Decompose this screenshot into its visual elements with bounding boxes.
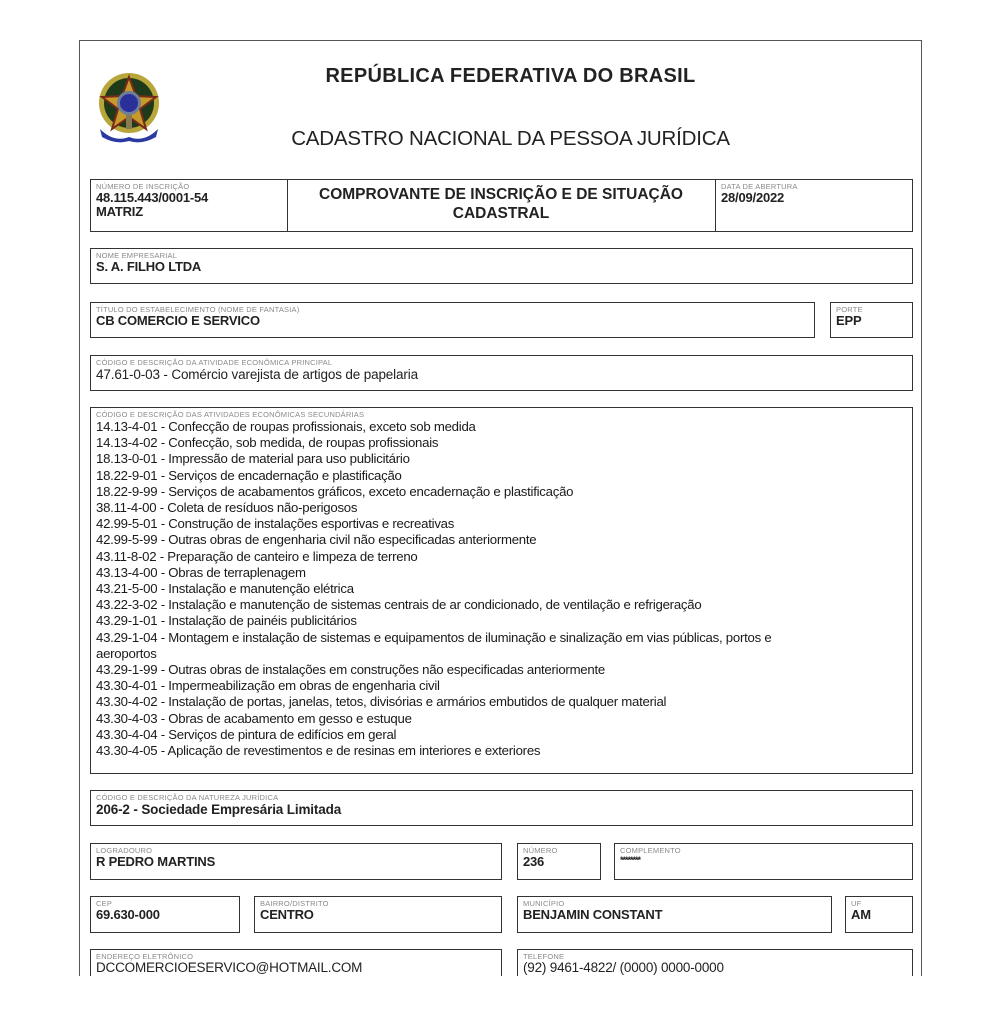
nome-fantasia-value: CB COMERCIO E SERVICO: [96, 313, 260, 328]
inscricao-label: NÚMERO DE INSCRIÇÃO: [96, 182, 190, 191]
atividade-principal-value: 47.61-0-03 - Comércio varejista de artigos de papelaria: [96, 367, 418, 382]
abertura-cell: [715, 180, 913, 231]
list-item: 14.13-4-02 - Confecção, sob medida, de roupas profissionais: [96, 435, 439, 451]
porte-value: EPP: [836, 313, 862, 328]
cnpj-value: 48.115.443/0001-54: [96, 190, 209, 205]
telefone-label: TELEFONE: [523, 952, 565, 961]
logradouro-value: R PEDRO MARTINS: [96, 854, 216, 869]
cep-value: 69.630-000: [96, 907, 160, 922]
list-item: 43.30-4-02 - Instalação de portas, janelas, tetos, divisórias e armários embutidos de qualquer material: [96, 694, 667, 710]
nome-empresarial-box: [90, 248, 913, 284]
uf-value: AM: [851, 907, 871, 922]
matriz-value: MATRIZ: [96, 204, 143, 219]
numero-label: NÚMERO: [523, 846, 558, 855]
list-item: 43.29-1-04 - Montagem e instalação de sistemas e equipamentos de iluminação e sinalização em vias públicas, portos e: [96, 629, 772, 645]
list-item: 43.13-4-00 - Obras de terraplenagem: [96, 564, 306, 580]
bairro-value: CENTRO: [260, 907, 314, 922]
complemento-label: COMPLEMENTO: [620, 846, 681, 855]
natureza-juridica-box: [90, 790, 913, 826]
list-item: 43.29-1-01 - Instalação de painéis publicitários: [96, 613, 357, 629]
list-item: 42.99-5-01 - Construção de instalações esportivas e recreativas: [96, 516, 455, 532]
list-item: 43.30-4-03 - Obras de acabamento em gesso e estuque: [96, 710, 412, 726]
list-item: 42.99-5-99 - Outras obras de engenharia civil não especificadas anteriormente: [96, 532, 537, 548]
porte-label: PORTE: [836, 305, 863, 314]
list-item: 14.13-4-01 - Confecção de roupas profissionais, exceto sob medida: [96, 419, 476, 434]
atividades-secundarias-list: [91, 419, 912, 759]
abertura-label: DATA DE ABERTURA: [721, 182, 798, 191]
atividades-secundarias-label: CÓDIGO E DESCRIÇÃO DAS ATIVIDADES ECONÔMICAS SECUNDÁRIAS: [96, 410, 365, 419]
list-item: 43.21-5-00 - Instalação e manutenção elétrica: [96, 581, 354, 597]
nome-fantasia-label: TÍTULO DO ESTABELECIMENTO (NOME DE FANTASIA): [96, 305, 300, 314]
list-item: aeroportos: [96, 645, 157, 661]
document-title-line1: COMPROVANTE DE INSCRIÇÃO E DE SITUAÇÃO: [319, 186, 683, 203]
complemento-value: ********: [620, 855, 641, 865]
municipio-box: [517, 896, 832, 933]
municipio-value: BENJAMIN CONSTANT: [523, 907, 663, 922]
cep-label: CEP: [96, 899, 113, 908]
logradouro-label: LOGRADOURO: [96, 846, 153, 855]
uf-box: [845, 896, 913, 933]
email-label: ENDEREÇO ELETRÔNICO: [96, 952, 194, 961]
numero-box: [517, 843, 601, 880]
list-item: 18.13-0-01 - Impressão de material para uso publicitário: [96, 451, 410, 467]
numero-value: 236: [523, 854, 545, 869]
bairro-label: BAIRRO/DISTRITO: [260, 899, 329, 908]
telefone-box: [517, 949, 913, 976]
document-title: [287, 185, 715, 223]
list-item: 43.11-8-02 - Preparação de canteiro e limpeza de terreno: [96, 548, 418, 564]
list-item: 43.30-4-01 - Impermeabilização em obras de engenharia civil: [96, 678, 440, 694]
nome-empresarial-label: NOME EMPRESARIAL: [96, 251, 178, 260]
nome-fantasia-box: [90, 302, 815, 338]
header-subtitle: CADASTRO NACIONAL DA PESSOA JURÍDICA: [291, 127, 730, 150]
atividade-principal-box: [90, 355, 913, 391]
list-item: 18.22-9-99 - Serviços de acabamentos gráficos, exceto encadernação e plastificação: [96, 483, 574, 499]
list-item: 43.30-4-04 - Serviços de pintura de edifícios em geral: [96, 726, 397, 742]
uf-label: UF: [851, 899, 862, 908]
natureza-juridica-value: 206-2 - Sociedade Empresária Limitada: [96, 802, 342, 817]
list-item: 43.22-3-02 - Instalação e manutenção de sistemas centrais de ar condicionado, de ventilação e refrigeração: [96, 597, 702, 613]
email-value: DCCOMERCIOESERVICO@HOTMAIL.COM: [96, 960, 363, 975]
municipio-label: MUNICÍPIO: [523, 899, 565, 908]
email-box: [90, 949, 502, 976]
document-title-line2: CADASTRAL: [452, 205, 550, 222]
abertura-value: 28/09/2022: [721, 190, 785, 205]
telefone-value: (92) 9461-4822/ (0000) 0000-0000: [523, 960, 724, 975]
inscricao-cell: [91, 180, 288, 231]
porte-box: [830, 302, 913, 338]
list-item: 43.30-4-05 - Aplicação de revestimentos e de resinas em interiores e exteriores: [96, 743, 541, 759]
cnpj-document-page: [79, 40, 922, 976]
atividade-principal-label: CÓDIGO E DESCRIÇÃO DA ATIVIDADE ECONÔMICA PRINCIPAL: [96, 358, 333, 367]
natureza-juridica-label: CÓDIGO E DESCRIÇÃO DA NATUREZA JURÍDICA: [96, 793, 279, 802]
list-item: 18.22-9-01 - Serviços de encadernação e plastificação: [96, 467, 402, 483]
atividades-secundarias-box: [90, 407, 913, 774]
list-item: 43.29-1-99 - Outras obras de instalações em construções não especificadas anteriormente: [96, 662, 605, 678]
list-item: 38.11-4-00 - Coleta de resíduos não-perigosos: [96, 500, 358, 516]
complemento-box: [614, 843, 913, 880]
nome-empresarial-value: S. A. FILHO LTDA: [96, 259, 202, 274]
inscricao-box: [90, 179, 913, 232]
bairro-box: [254, 896, 502, 933]
cep-box: [90, 896, 240, 933]
logradouro-box: [90, 843, 502, 880]
header-title: REPÚBLICA FEDERATIVA DO BRASIL: [325, 65, 696, 87]
